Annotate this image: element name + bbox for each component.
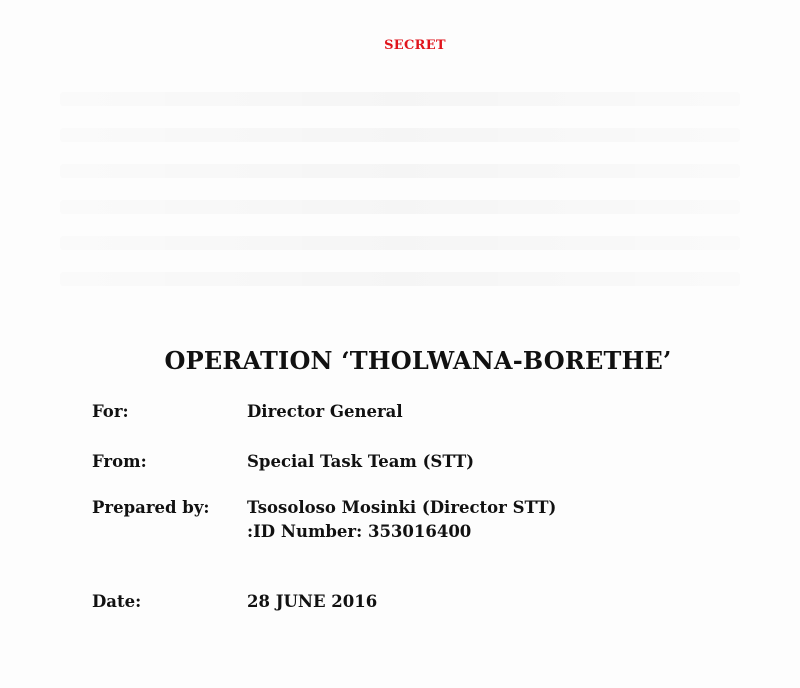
field-from-label: From:: [92, 452, 147, 471]
field-date-label: Date:: [92, 592, 142, 611]
field-for-value: Director General: [247, 402, 403, 421]
field-prepared-by-value: Tsosoloso Mosinki (Director STT): [247, 498, 557, 517]
bleed-through-line: [60, 128, 740, 142]
bleed-through-line: [60, 272, 740, 286]
field-date-value: 28 JUNE 2016: [247, 592, 378, 611]
bleed-through-line: [60, 236, 740, 250]
bleed-through-line: [60, 164, 740, 178]
field-prepared-by-id: :ID Number: 353016400: [247, 522, 472, 541]
bleed-through-line: [60, 92, 740, 106]
field-from-value: Special Task Team (STT): [247, 452, 475, 471]
bleed-through-line: [60, 200, 740, 214]
classification-marking: SECRET: [384, 38, 446, 53]
field-for-label: For:: [92, 402, 129, 421]
document-title: OPERATION ‘THOLWANA-BORETHE’: [164, 346, 672, 375]
field-prepared-by-label: Prepared by:: [92, 498, 210, 517]
